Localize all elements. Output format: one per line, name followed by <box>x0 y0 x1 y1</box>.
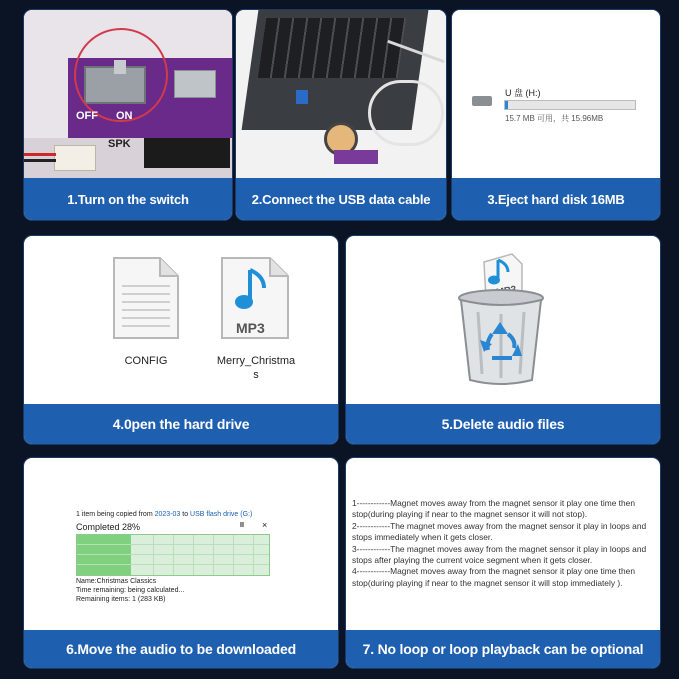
step-banner-7: 7. No loop or loop playback can be optional <box>346 630 660 668</box>
laptop-photo <box>236 10 446 180</box>
mode-list <box>352 498 658 589</box>
recycle-bin-view <box>346 236 660 404</box>
file-name-config: CONFIG <box>124 355 168 367</box>
connector <box>54 145 96 171</box>
intel-sticker <box>296 90 308 104</box>
mode-item-3: 3------------The magnet moves away from the magnet sensor it play in loops and stops after playing the current voice segment when it gets closer. <box>352 543 647 566</box>
document-icon <box>112 256 180 340</box>
mode-item-2: 2------------The magnet moves away from the magnet sensor it play in loops and stops immediately when it gets closer. <box>352 520 647 543</box>
drive-view <box>452 10 660 180</box>
drive-name: U 盘 (H:) <box>505 88 541 98</box>
mp3-badge: MP3 <box>236 320 265 336</box>
recycle-bin-icon <box>456 288 546 388</box>
usb-cable <box>368 80 444 146</box>
copy-status: Completed 28% <box>76 522 141 532</box>
drive-icon <box>472 96 492 106</box>
step-banner-6: 6.Move the audio to be downloaded <box>24 630 338 668</box>
step-card-5 <box>346 236 660 444</box>
drive-usage-fill <box>505 101 508 109</box>
copy-name: Name:Christmas Classics <box>76 578 157 585</box>
module <box>334 150 378 164</box>
mode-item-1: 1------------Magnet moves away from the magnet sensor it play one time then stop(during playing if near to the magnet sensor it will not stop). <box>352 498 635 520</box>
close-button[interactable]: × <box>262 520 268 530</box>
step-card-3 <box>452 10 660 220</box>
step-card-7 <box>346 458 660 668</box>
step-banner-3: 3.Eject hard disk 16MB <box>452 178 660 220</box>
step-banner-2: 2.Connect the USB data cable <box>236 178 446 220</box>
step-banner-4: 4.0pen the hard drive <box>24 404 338 444</box>
drive-usage-bar <box>504 100 636 110</box>
pcb-photo <box>24 10 232 180</box>
file-explorer <box>24 236 338 404</box>
copy-time: Time remaining: being calculated... <box>76 587 185 594</box>
step-banner-5: 5.Delete audio files <box>346 404 660 444</box>
step-card-1 <box>24 10 232 220</box>
copy-items: Remaining items: 1 (283 KB) <box>76 596 166 603</box>
copy-line: 1 item being copied from 2023-03 to USB flash drive (G:) <box>76 511 253 518</box>
highlight-circle <box>74 28 168 122</box>
mode-item-4: 4------------Magnet moves away from the magnet sensor it play one time then stop(during playing if near to the magnet sensor it will stop immediately ). <box>352 566 635 588</box>
copy-progress-fill <box>77 535 131 575</box>
pause-button[interactable]: II <box>240 522 244 529</box>
pcb-spk-label: SPK <box>108 138 131 150</box>
pcb-on-label: ON <box>116 110 133 122</box>
copy-source[interactable]: 2023-03 <box>154 511 181 518</box>
copy-dialog <box>24 458 338 630</box>
step-banner-1: 1.Turn on the switch <box>24 178 232 220</box>
copy-progress-graph <box>76 534 270 576</box>
step-card-4 <box>24 236 338 444</box>
copy-destination[interactable]: USB flash drive (G:) <box>190 511 253 518</box>
step-card-2 <box>236 10 446 220</box>
pcb-off-label: OFF <box>76 110 98 122</box>
mode-description <box>346 458 660 630</box>
step-card-6 <box>24 458 338 668</box>
drive-size-text: 15.7 MB 可用，共 15.96MB <box>505 114 604 123</box>
file-name-mp3: Merry_Christma s <box>216 355 296 381</box>
keyboard <box>258 18 406 78</box>
